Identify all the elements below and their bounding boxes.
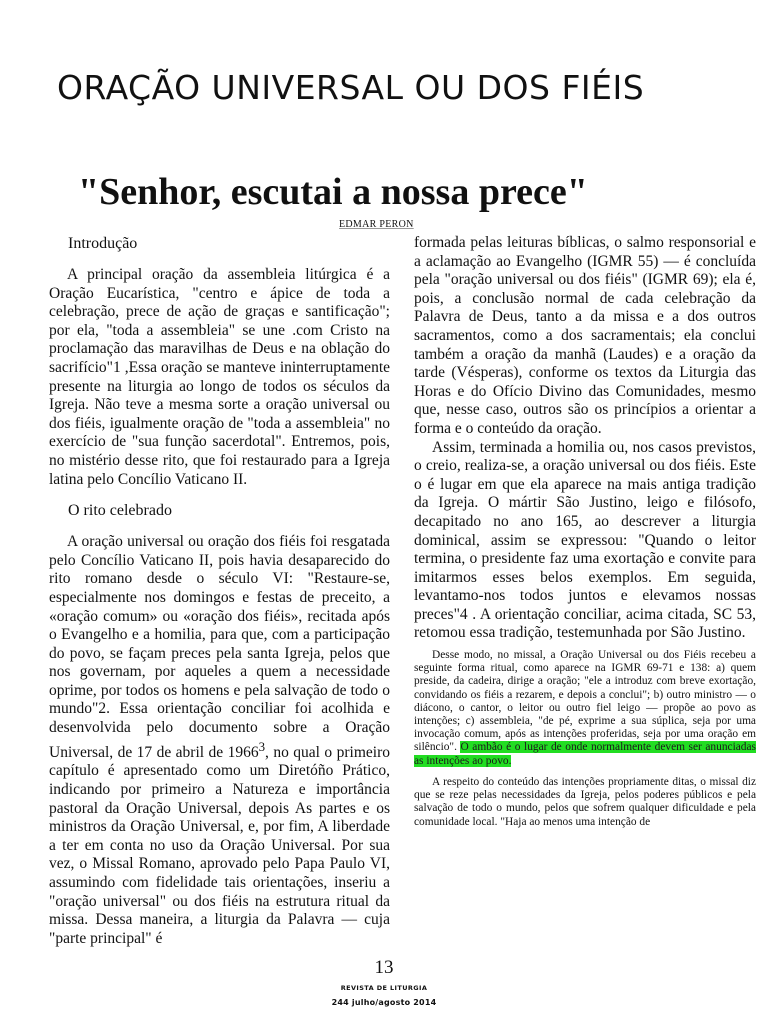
- intro-paragraph: A principal oração da assembleia litúrgica é a Oração Eucarística, "centro e ápice de toda a celebração, prece de ação de graças e santificação"; por ela, "toda a assembleia" se une .com Cristo na proclamação das maravilhas de Deus e na oblação do sacrifício"1 ,Essa oração se manteve ininterruptamente presente na liturgia ao longo de todos os séculos da Igreja. Não teve a mesma sorte a oração universal ou dos fiéis, igualmente oração de "toda a assembleia" no exercício de "sua função sacerdotal". Entremos, pois, no mistério desse rito, que foi restaurado para a Igreja latina pelo Concílio Vaticano II.: [49, 266, 390, 488]
- author-name: EDMAR PERON: [339, 219, 414, 230]
- rito-text-part-1: A oração universal ou oração dos fiéis foi resgatada pelo Concílio Vaticano II, pois havia desaparecido do rito romano desde o século VI: "Restaure-se, especialmente nos domingos e festas de preceito, a «oração comum» ou «oração dos fiéis», recitada após o Evangelho e a homilia, para que, com a participação do povo, se façam preces pela santa Igreja, pelos que nos governam, por aqueles a quem a necessidade oprime, por todos os homens e pela salvação de todo o mundo"2. Essa orientação conciliar foi acolhida e desenvolvida pelo documento sobre a Oração Universal, de 17 de abril de 1966: [49, 533, 390, 761]
- article-title: ORAÇÃO UNIVERSAL OU DOS FIÉIS: [57, 68, 645, 107]
- left-column: [49, 232, 390, 948]
- section-heading-rito: O rito celebrado: [68, 502, 172, 520]
- page-number: 13: [374, 957, 394, 978]
- ritual-form-paragraph: [414, 649, 756, 768]
- article-subtitle: "Senhor, escutai a nossa prece": [78, 171, 588, 213]
- continuation-paragraph: formada pelas leituras bíblicas, o salmo responsorial e a aclamação ao Evangelho (IGMR 55) — é concluída pela "oração universal ou dos fiéis" (IGMR 69); ela é, pois, a conclusão normal de cada celebração da Palavra de Deus, tanto a da missa e a dos outros sacramentos, como a dos sacramentais; ela conclui também a oração da manhã (Laudes) e a oração da tarde (Vésperas), conforme os textos da Liturgia das Horas e do Ofício Divino das Comunidades, mesmo que, nesse caso, outros são os princípios a orientar a forma e o conteúdo da oração.: [414, 234, 756, 437]
- intention-content-paragraph: A respeito do conteúdo das intenções propriamente ditas, o missal diz que se reze pelas necessidades da Igreja, pelos poderes públicos e pela salvação de todo o mundo, pelos que sofrem qualquer dificuldade e pela comunidade local. "Haja ao menos uma intenção de: [414, 775, 756, 828]
- highlighted-text: O ambão é o lugar de onde normalmente devem ser anunciadas as intenções ao povo.: [414, 741, 756, 767]
- ritual-form-text: Desse modo, no missal, a Oração Universal ou dos Fiéis recebeu a seguinte forma ritual, como aparece na IGMR 69-71 e 138: a) quem preside, da cadeira, dirige a oração; "ele a introduz com breve exortação, convidando os fiéis a rezarem, e depois a conclui"; b) outro ministro — o diácono, o cantor, o leitor ou outro fiel leigo — propõe ao povo as intenções; c) assembleia, "de pé, exprime a sua súplica, seja por uma invocação comum, após as intenções proferidas, seja por uma oração em silêncio".: [414, 649, 756, 754]
- footnote-ref-3: 3: [258, 738, 266, 754]
- issue-info: 244 julho/agosto 2014: [331, 998, 437, 1007]
- assim-paragraph: Assim, terminada a homilia ou, nos casos previstos, o creio, realiza-se, a oração universal ou dos fiéis. Este o é lugar em que ela aparece na mais antiga tradição da Igreja. O mártir São Justino, leigo e filósofo, decapitado no ano 165, ao descrever a liturgia dominical, assim se expressou: "Quando o leitor termina, o presidente faz uma exortação e convite para imitarmos esses belos exemplos. Em seguida, levantamo-nos todos juntos e elevamos nossas preces"4 . A orientação conciliar, acima citada, SC 53, retomou essa tradição, testemunhada por São Justino.: [414, 438, 756, 642]
- right-column: [414, 234, 756, 829]
- rito-paragraph: [49, 533, 390, 948]
- section-heading-introducao: Introdução: [68, 235, 138, 252]
- magazine-name: REVISTA DE LITURGIA: [340, 984, 428, 992]
- rito-text-part-2: , no qual o primeiro capítulo é apresentado como um Diretóño Prático, indicando por primeiro a Natureza e importância pastoral da Oração Universal, depois As partes e os ministros da Oração Universal, e, por fim, A liberdade a ter em conta no uso da Oração Universal. Por sua vez, o Missal Romano, aprovado pelo Papa Paulo VI, assumindo com fidelidade tais orientações, inseriu a "oração universal" ou dos fiéis na estrutura ritual da missa. Dessa maneira, a liturgia da Palavra — cuja "parte principal" é: [49, 743, 390, 947]
